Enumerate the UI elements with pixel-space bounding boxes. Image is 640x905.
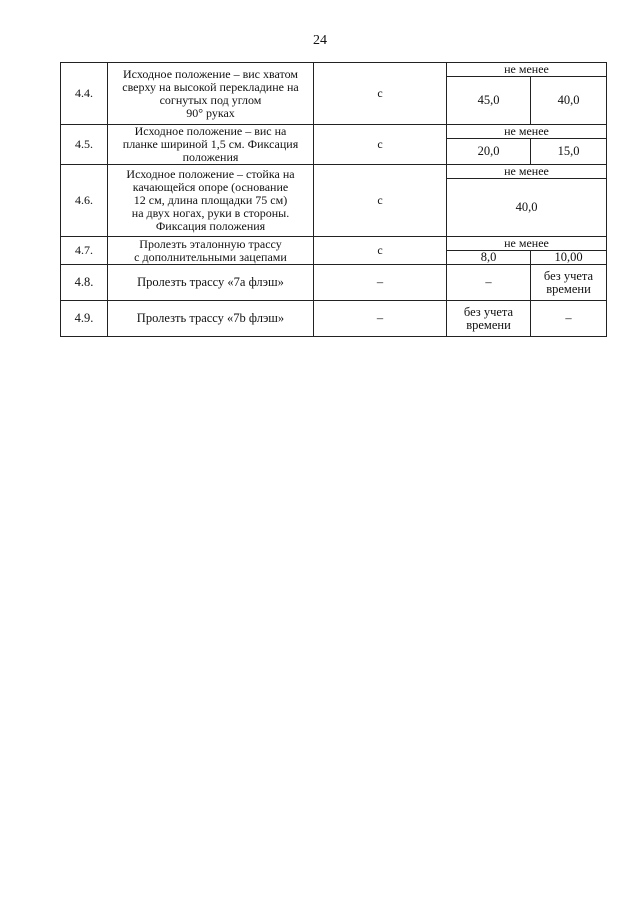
value-cell: 40,0 — [447, 179, 607, 237]
unit-cell: с — [314, 125, 447, 165]
value-line: без учета — [543, 268, 594, 283]
table-row — [61, 265, 607, 301]
description-line: Пролезть эталонную трассу — [139, 236, 282, 251]
value-cell — [447, 301, 531, 337]
exercise-description — [108, 63, 314, 125]
description-line: Фиксация положения — [155, 219, 266, 233]
description-line: планке шириной 1,5 см. Фиксация — [122, 137, 299, 151]
unit-cell: с — [314, 165, 447, 237]
exercise-description — [108, 237, 314, 265]
description-line: качающейся опоре (основание — [132, 180, 289, 194]
exercise-description — [108, 265, 314, 301]
description-line: Исходное положение – вис на — [134, 124, 287, 138]
exercise-description — [108, 125, 314, 165]
description-line: положения — [182, 150, 239, 164]
row-number: 4.5. — [61, 125, 108, 165]
table-row — [61, 237, 607, 251]
description-line: на двух ногах, руки в стороны. — [131, 206, 290, 220]
subheader-cell: не менее — [447, 125, 607, 139]
table-row — [61, 125, 607, 139]
value-cell: 40,0 — [531, 77, 607, 125]
subheader-cell: не менее — [447, 63, 607, 77]
description-line: Пролезть трассу «7а флэш» — [137, 275, 284, 289]
description-line: сверху на высокой перекладине на — [122, 79, 299, 94]
norms-table — [60, 62, 607, 337]
description-line: 12 см, длина площадки 75 см) — [133, 193, 288, 207]
unit-cell: с — [314, 63, 447, 125]
subheader-cell: не менее — [447, 165, 607, 179]
value-cell: 10,00 — [531, 251, 607, 265]
row-number: 4.7. — [61, 237, 108, 265]
unit-cell: с — [314, 237, 447, 265]
value-cell — [531, 265, 607, 301]
row-number: 4.4. — [61, 63, 108, 125]
value-line: времени — [546, 281, 591, 296]
description-line: Пролезть трассу «7b флэш» — [136, 311, 285, 325]
description-line: с дополнительными зацепами — [134, 249, 287, 264]
description-line: согнутых под углом — [159, 92, 262, 107]
row-number: 4.9. — [61, 301, 108, 337]
exercise-description — [108, 301, 314, 337]
value-cell: 45,0 — [447, 77, 531, 125]
description-line: Исходное положение – вис хватом — [122, 66, 298, 81]
value-cell: 8,0 — [447, 251, 531, 265]
exercise-description — [108, 165, 314, 237]
page-number: 24 — [313, 33, 327, 48]
description-line: Исходное положение – стойка на — [126, 167, 295, 181]
value-cell: 20,0 — [447, 139, 531, 165]
value-cell: – — [447, 265, 531, 301]
table-row — [61, 63, 607, 77]
value-line: без учета — [463, 304, 514, 319]
value-line: времени — [466, 317, 511, 332]
description-line: 90° руках — [186, 105, 235, 120]
unit-cell: – — [314, 301, 447, 337]
row-number: 4.6. — [61, 165, 108, 237]
table-row — [61, 165, 607, 179]
table-row — [61, 301, 607, 337]
unit-cell: – — [314, 265, 447, 301]
value-cell: – — [531, 301, 607, 337]
row-number: 4.8. — [61, 265, 108, 301]
value-cell: 15,0 — [531, 139, 607, 165]
subheader-cell: не менее — [447, 237, 607, 251]
